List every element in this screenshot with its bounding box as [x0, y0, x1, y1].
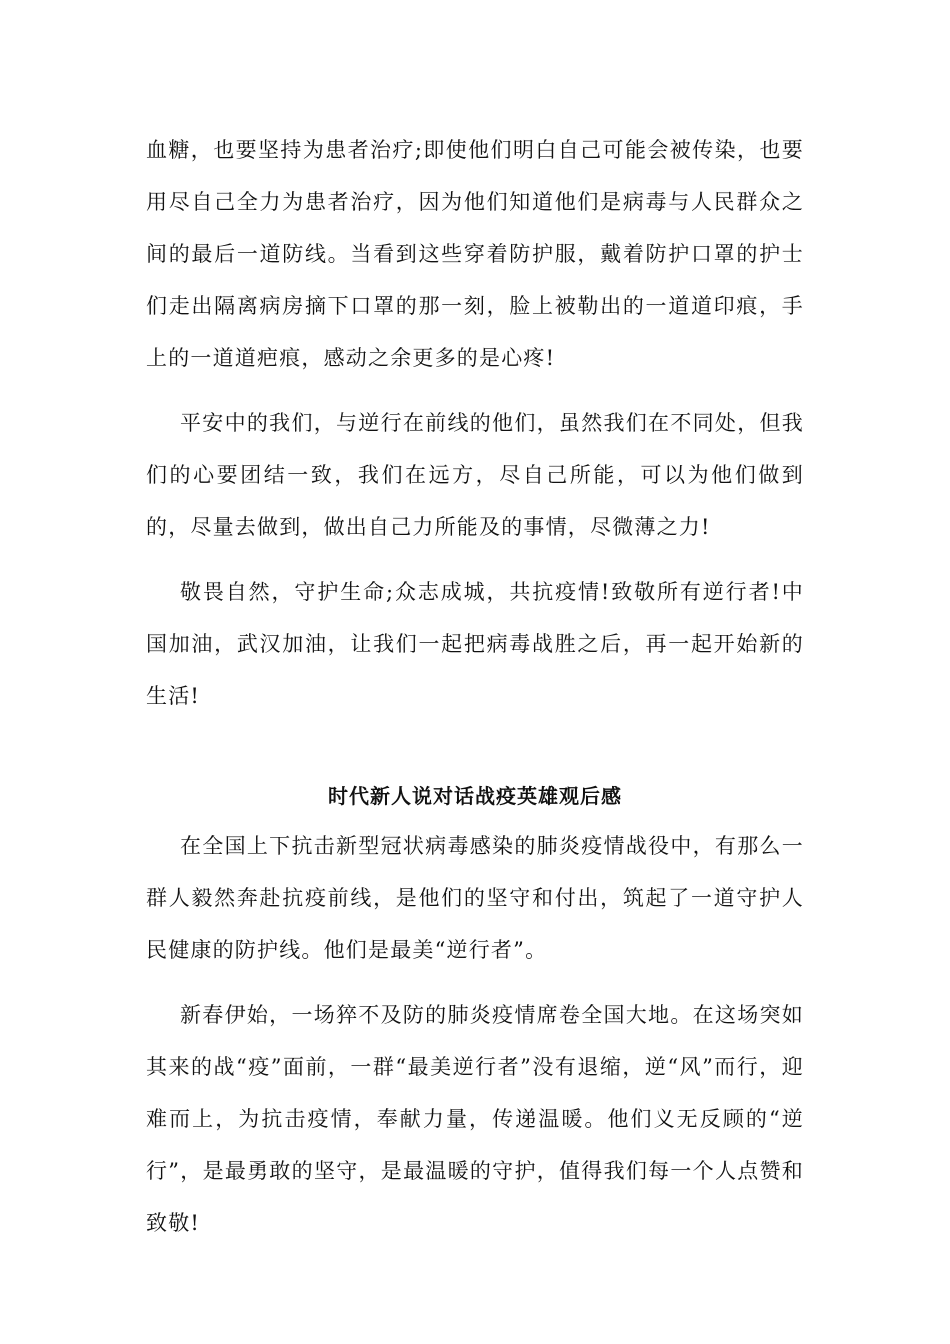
- paragraph-continuation: 血糖，也要坚持为患者治疗;即使他们明白自己可能会被传染，也要用尽自己全力为患者治疗，因为他们知道他们是病毒与人民群众之间的最后一道防线。当看到这些穿着防护服，戴着防护口罩的护士们走出隔离病房摘下口罩的那一刻，脸上被勒出的一道道印痕，手上的一道道疤痕，感动之余更多的是心疼!: [146, 138, 804, 370]
- paragraph-new-spring: 新春伊始，一场猝不及防的肺炎疫情席卷全国大地。在这场突如其来的战“疫”面前，一群“最美逆行者”没有退缩，逆“风”而行，迎难而上，为抗击疫情，奉献力量，传递温暖。他们义无反顾的“逆行”，是最勇敢的坚守，是最温暖的守护，值得我们每一个人点赞和致敬!: [146, 1003, 804, 1235]
- section-title: 时代新人说对话战疫英雄观后感: [328, 784, 622, 808]
- paragraph-solidarity: 平安中的我们，与逆行在前线的他们，虽然我们在不同处，但我们的心要团结一致，我们在远方，尽自己所能，可以为他们做到的，尽量去做到，做出自己力所能及的事情，尽微薄之力!: [146, 411, 804, 539]
- paragraph-salute: 敬畏自然，守护生命;众志成城，共抗疫情!致敬所有逆行者!中国加油，武汉加油，让我们一起把病毒战胜之后，再一起开始新的生活!: [146, 580, 804, 708]
- document-body: [146, 124, 804, 1249]
- paragraph-intro: 在全国上下抗击新型冠状病毒感染的肺炎疫情战役中，有那么一群人毅然奔赴抗疫前线，是他们的坚守和付出，筑起了一道守护人民健康的防护线。他们是最美“逆行者”。: [146, 834, 804, 962]
